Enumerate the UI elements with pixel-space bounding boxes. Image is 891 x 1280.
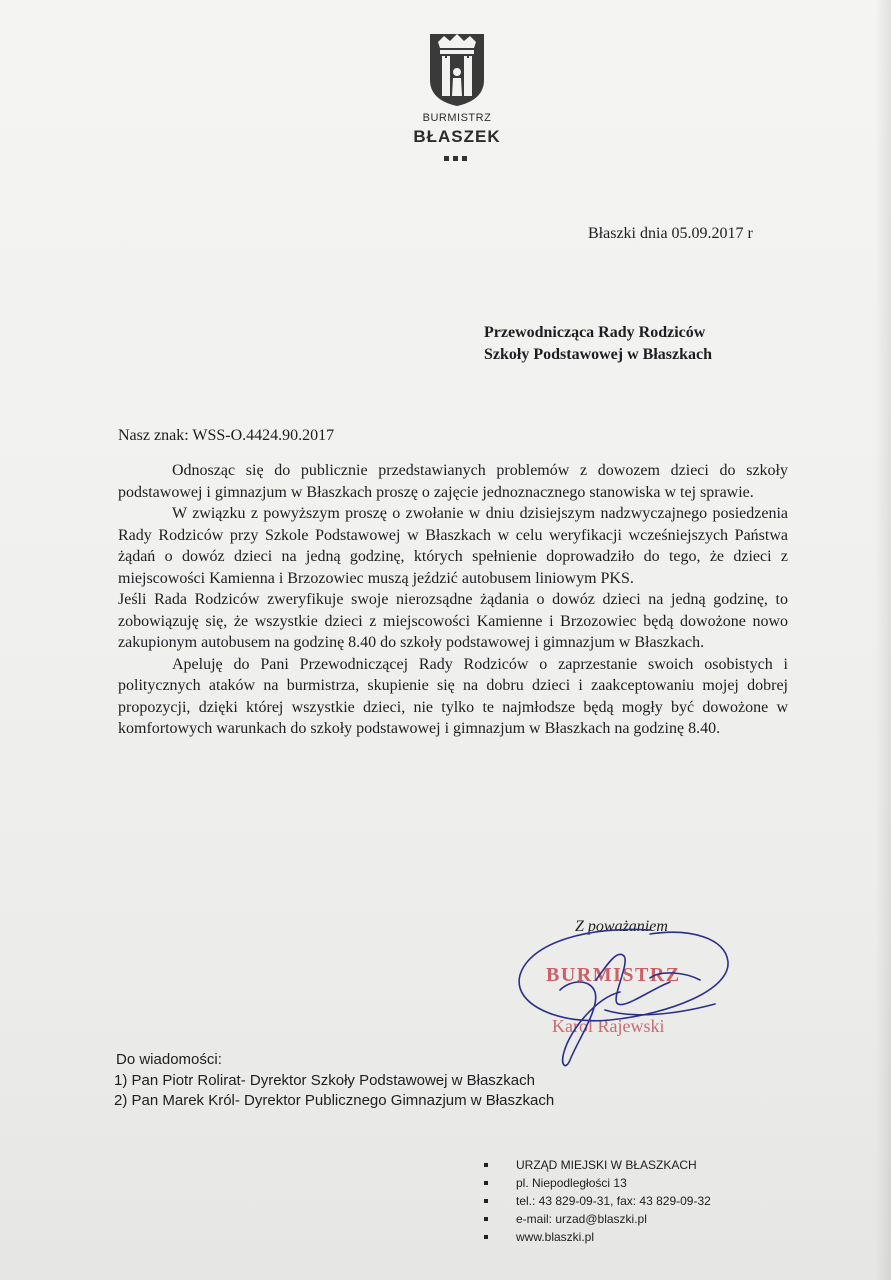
footer-line xyxy=(484,1156,711,1174)
recipient-line-2: Szkoły Podstawowej w Błaszkach xyxy=(484,346,713,363)
footer-website: www.blaszki.pl xyxy=(516,1230,595,1244)
town-crest-logo xyxy=(428,28,486,108)
closing-phrase: Z poważaniem xyxy=(575,918,668,935)
stamp-title: BURMISTRZ xyxy=(546,964,681,986)
recipient-block xyxy=(484,322,712,366)
letterhead-office: BURMISTRZ xyxy=(422,112,492,124)
cc-item-2: 2) Pan Marek Król- Dyrektor Publicznego Gimnazjum w Błaszkach xyxy=(114,1092,555,1109)
cc-item-1: 1) Pan Piotr Rolirat- Dyrektor Szkoły Podstawowej w Błaszkach xyxy=(114,1071,535,1089)
stamp-name: Karol Rajewski xyxy=(552,1016,665,1036)
footer-line xyxy=(484,1210,711,1228)
bullet-icon xyxy=(484,1163,488,1167)
letterhead-town: BŁASZEK xyxy=(413,127,501,146)
footer-phone: tel.: 43 829-09-31, fax: 43 829-09-32 xyxy=(516,1194,711,1208)
cc-block xyxy=(114,1050,554,1112)
letter-body xyxy=(118,460,788,740)
bullet-icon xyxy=(484,1199,488,1203)
bullet-icon xyxy=(484,1217,488,1221)
cc-label: Do wiadomości: xyxy=(116,1051,222,1068)
letterhead-dots xyxy=(444,156,474,162)
footer-address: pl. Niepodległości 13 xyxy=(516,1176,627,1190)
footer-line xyxy=(484,1192,711,1210)
body-paragraph-1: Odnosząc się do publicznie przedstawianych problemów z dowozem dzieci do szkoły podstawowej i gimnazjum w Błaszkach proszę o zajęcie jednoznacznego stanowiska w tej sprawie. xyxy=(118,462,788,501)
footer-email: e-mail: urzad@blaszki.pl xyxy=(516,1212,647,1226)
body-paragraph-2: W związku z powyższym proszę o zwołanie w dniu dzisiejszym nadzwyczajnego posiedzenia Rady Rodziców przy Szkole Podstawowej w Błaszkach w celu weryfikacji wcześniejszych Państwa żądań o dowóz dzieci na jedną godzinę, których spełnienie doprowadziło do tego, że dzieci z miejscowości Kamienna i Brzozowiec muszą jeździć autobusem liniowym PKS. xyxy=(118,505,788,587)
footer-contact xyxy=(484,1156,711,1246)
footer-line xyxy=(484,1174,711,1192)
bullet-icon xyxy=(484,1235,488,1239)
handwritten-signature xyxy=(500,920,740,1070)
body-paragraph-3: Jeśli Rada Rodziców zweryfikuje swoje nierozsądne żądania o dowóz dzieci na jedną godzinę, to zobowiązuję się, że wszystkie dzieci z miejscowości Kamienne i Brzozowiec będą dowożone nowo zakupionym autobusem na godzinę 8.40 do szkoły podstawowej i gimnazjum w Błaszkach. xyxy=(118,591,788,651)
body-paragraph-4: Apeluję do Pani Przewodniczącej Rady Rodziców o zaprzestanie swoich osobistych i politycznych ataków na burmistrza, skupienie się na dobru dzieci i zaakceptowaniu mojej dobrej propozycji, dzięki której wszystkie dzieci, nie tylko te najmłodsze będą mogły być dowożone w komfortowych warunkach do szkoły podstawowej i gimnazjum w Błaszkach na godzinę 8.40. xyxy=(118,655,788,737)
recipient-line-1: Przewodnicząca Rady Rodziców xyxy=(484,324,706,341)
footer-office: URZĄD MIEJSKI W BŁASZKACH xyxy=(516,1158,697,1172)
footer-line xyxy=(484,1228,711,1246)
bullet-icon xyxy=(484,1181,488,1185)
letter-date: Błaszki dnia 05.09.2017 r xyxy=(588,225,753,242)
reference-number: Nasz znak: WSS-O.4424.90.2017 xyxy=(118,427,335,444)
